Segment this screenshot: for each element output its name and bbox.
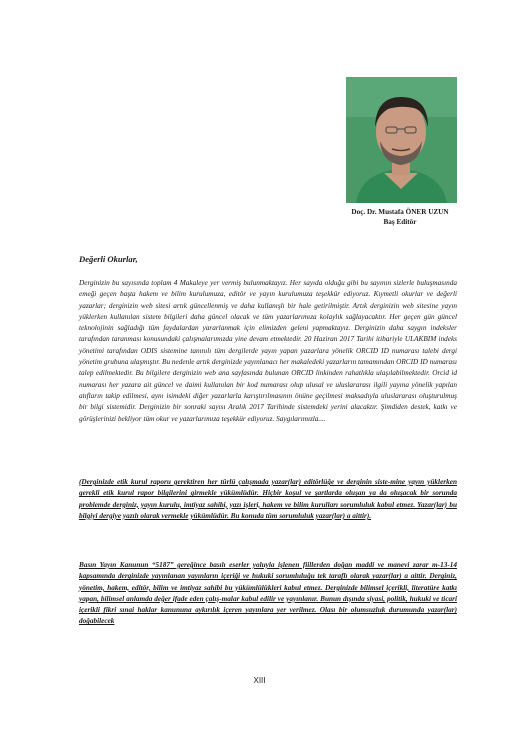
editor-name: Doç. Dr. Mustafa ÖNER UZUN — [351, 208, 449, 216]
page-number: XIII — [253, 676, 266, 685]
press-law-paragraph: Basın Yayın Kanunun “5187” gereğince basılı eserler yoluyla işlenen fiillerden doğan maddi ve manevi zarar m-13-14 kapsamında derginizde yayınlanan yayınların içeriği ve hukuki sorumluluğu tek taraflı olarak yazar(lar) a aittir. Derginiz, yönetim, hakem, editör, bilim ve imtiyaz sahibi bu yükümlülükleri kabul etmez. Derginizde bilimsel içerikli, literatüre katkı yapan, bilimsel anlamda değer ifade eden çalış-malar kabul edilir ve yayınlanır. Bunun dışında siyasi, politik, hukuki ve ticari içerikli fikri sınai haklar kanununa aykırılık içeren yayınlara yer verilmez. Olası bir olumsuzluk durumunda yazar(lar) doğabilecek — [79, 561, 457, 626]
letter-salutation: Değerli Okurlar, — [79, 254, 138, 264]
editor-title: Baş Editör — [383, 218, 417, 226]
ethics-notice-paragraph: (Derginizde etik kurul raporu gerektiren her türlü çalışmada yazar(lar) editörlüğe ve derginin siste-mine yayın yüklerken gerekli etik kurul rapor bilgilerini girmekle yükümlüdür. Hiçbir koşul ve şartlarda oluşan ya da oluşacak bir sorunda problemde derginiz, yayın kurulu, imtiyaz sahibi, yazı işleri, hakem ve bilim kurulları sorumluluk kabul etmez. Yazar(lar) bu bilgiyi dergiye yazılı olarak vermekle yükümlüdür. Bu konuda tüm sorumluluk yazar(lar) a aittir). — [79, 478, 457, 520]
letter-paragraph-1: Derginizin bu sayısında toplam 4 Makaleye yer vermiş bulunmaktayız. Her sayıda olduğu gibi bu sayının sizlerle buluşmasında emeği geçen başta hakem ve bilim kurulumuza, editör ve yayın kurulumuza teşekkür ediyoruz. Kıymetli okurlar ve değerli yazarlar; derginizin web sitesi artık güncellenmiş ve daha kullanışlı bir hale getirilmiştir. Artık derginizin web sitesine yayın yüklerken kullanılan sistem bilgileri daha güncel olacak ve tüm yazarlarımıza kolaylık sağlayacaktır. Her geçen gün güncel teknolojinin sağladığı tüm faydalardan yararlanmak için elimizden geleni yapmaktayız. Derginizin daha saygın indeksler tarafından taranması konusundaki çalışmalarımızda yine devam etmektedir. 20 Haziran 2017 Tarihi itibariyle ULAKBIM indeks yönetimi tarafından ODIS sistemine tanınılı tüm dergilerde yayın yapan yazarlara yönelik ORCID ID numarası talebi dergi yönetim grubuna ulaşmıştır. Bu nedenle artık derginizde yayınlanacı her makaledeki yazarların tamamından ORCID ID numarası talep edilmektedir. Bu bilgilere derginizin web ana sayfasında bulunan ORCID linkinden rahatlıkla ulaşılabilmektedir. Orcid id numarası her yazara ait güncel ve daimi kullanılan bir kod numarası olup ulusal ve uluslararası ilgili yayına yönelik yapılan atıfların takip edilmesi, aynı isimdeki diğer yazarlarla karıştırılmasının önüne geçilmesi maksadıyla uluslararası oluşturulmuş bir bilgi sistemidir. Derginizin bir sonraki sayısı Aralık 2017 Tarihinde sistemdeki yerini alacaktır. Şimdiden destek, katkı ve görüşlerinizi bekliyor tüm okur ve yazarlarımıza teşekkür ediyoruz. Saygılarımızla.... — [79, 279, 457, 423]
editor-caption — [330, 207, 470, 227]
editor-photo — [346, 77, 457, 203]
